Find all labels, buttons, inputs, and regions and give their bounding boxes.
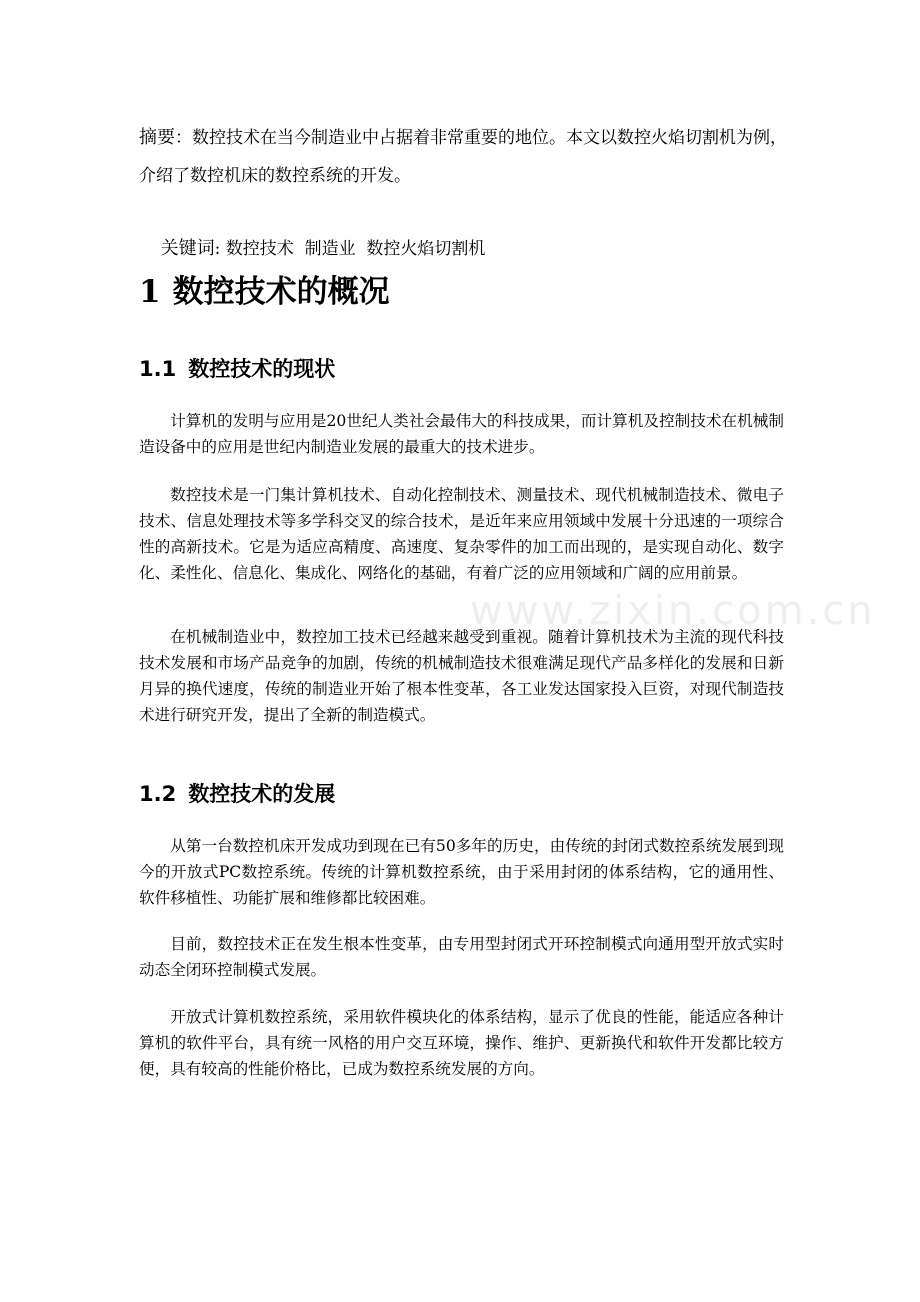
keywords-text: 数控技术 制造业 数控火焰切割机 <box>220 239 486 259</box>
abstract <box>139 119 789 195</box>
section-1-2-number: 1.2 <box>139 782 177 806</box>
paragraph: 目前，数控技术正在发生根本性变革，由专用型封闭式开环控制模式向通用型开放式实时动态全闭环控制模式发展。 <box>139 935 784 979</box>
paragraph: 数控技术是一门集计算机技术、自动化控制技术、测量技术、现代机械制造技术、微电子技术、信息处理技术等多学科交叉的综合技术，是近年来应用领域中发展十分迅速的一项综合性的高新技术。它是为适应高精度、高速度、复杂零件的加工而出现的，是实现自动化、数字化、柔性化、信息化、集成化、网络化的基础，有着广泛的应用领域和广阔的应用前景。 <box>139 486 784 582</box>
section-1-1-heading <box>139 353 335 383</box>
section-1-1-title: 数控技术的现状 <box>188 357 336 381</box>
paragraph: 计算机的发明与应用是20世纪人类社会最伟大的科技成果，而计算机及控制技术在机械制造设备中的应用是世纪内制造业发展的最重大的技术进步。 <box>139 412 784 456</box>
section-1-1-number: 1.1 <box>139 357 177 381</box>
paragraph: 从第一台数控机床开发成功到现在已有50多年的历史，由传统的封闭式数控系统发展到现今的开放式PC数控系统。传统的计算机数控系统，由于采用封闭的体系结构，它的通用性、软件移植性、功能扩展和维修都比较困难。 <box>139 837 784 907</box>
section-1-2-heading <box>139 778 335 808</box>
section-1-number: 1 <box>139 274 161 310</box>
paragraph: 开放式计算机数控系统，采用软件模块化的体系结构，显示了优良的性能，能适应各种计算机的软件平台，具有统一风格的用户交互环境，操作、维护、更新换代和软件开发都比较方便，具有较高的性能价格比，已成为数控系统发展的方向。 <box>139 1008 784 1078</box>
section-1-title: 数控技术的概况 <box>172 274 390 310</box>
abstract-label: 摘要 <box>139 127 175 148</box>
abstract-colon: ： <box>175 128 192 148</box>
keywords-colon: : <box>214 239 221 259</box>
paragraph: 在机械制造业中，数控加工技术已经越来越受到重视。随着计算机技术为主流的现代科技技术发展和市场产品竞争的加剧，传统的机械制造技术很难满足现代产品多样化的发展和日新月异的换代速度，传统的制造业开始了根本性变革，各工业发达国家投入巨资，对现代制造技术进行研究开发，提出了全新的制造模式。 <box>139 628 784 724</box>
keywords-label: 关键词 <box>160 238 215 259</box>
watermark: www.zixin.com.cn <box>470 588 876 634</box>
section-1-heading <box>139 266 390 311</box>
section-1-2-title: 数控技术的发展 <box>188 782 336 806</box>
abstract-text: 数控技术在当今制造业中占据着非常重要的地位。本文以数控火焰切割机为例，介绍了数控机床的数控系统的开发。 <box>139 128 787 186</box>
